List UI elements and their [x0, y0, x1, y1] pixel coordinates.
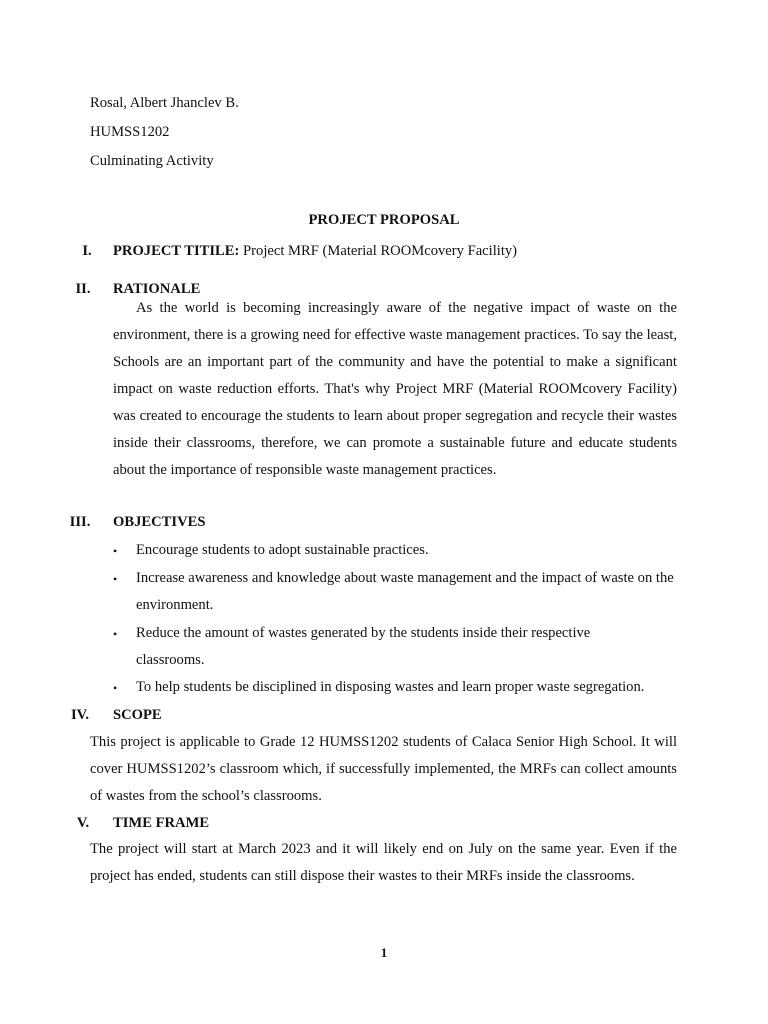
section-numeral-timeframe: V. [76, 815, 90, 831]
objective-text: Increase awareness and knowledge about waste management and the impact of waste on the environment. [136, 570, 674, 613]
page-number: 1 [380, 945, 388, 960]
project-title-label: PROJECT TITILE: [113, 243, 240, 259]
scope-paragraph: This project is applicable to Grade 12 HUMSS1202 students of Calaca Senior High School. It will cover HUMSS1202’s classroom which, if successfully implemented, the MRFs can collect amounts of wastes from the school’s classrooms. [90, 734, 677, 804]
bullet-icon: • [113, 544, 118, 558]
bullet-icon: • [113, 572, 118, 586]
objective-text: Reduce the amount of wastes generated by the students inside their respective classrooms. [136, 625, 591, 668]
rationale-paragraph [113, 295, 677, 484]
project-title-value: Project MRF (Material ROOMcovery Facility) [243, 243, 518, 259]
section-numeral-objectives: III. [69, 514, 91, 530]
section-heading-timeframe: TIME FRAME [113, 815, 210, 831]
activity-label: Culminating Activity [90, 153, 214, 169]
class-section: HUMSS1202 [90, 124, 170, 140]
section-numeral-scope: IV. [71, 707, 89, 723]
document-title: PROJECT PROPOSAL [308, 212, 460, 228]
rationale-text: As the world is becoming increasingly aware of the negative impact of waste on the environment, there is a growing need for effective waste management practices. To say the least, Schools are an important part of the community and have the potential to make a significant impact on waste reduction efforts. That's why Project MRF (Material ROOMcovery Facility) was created to encourage the students to learn about proper segregation and recycle their wastes inside their classrooms, therefore, we can promote a sustainable future and educate students about the importance of responsible waste management practices. [113, 300, 677, 478]
project-title-line [113, 243, 517, 260]
author-name: Rosal, Albert Jhanclev B. [90, 95, 239, 111]
objective-text: To help students be disciplined in disposing wastes and learn proper waste segregation. [136, 679, 645, 695]
section-heading-objectives: OBJECTIVES [113, 514, 206, 530]
timeframe-paragraph: The project will start at March 2023 and it will likely end on July on the same year. Even if the project has ended, students can still dispose their wastes to their MRFs inside the classrooms. [90, 841, 677, 884]
bullet-icon: • [113, 681, 118, 695]
section-heading-scope: SCOPE [113, 707, 162, 723]
section-heading-rationale: RATIONALE [113, 281, 201, 297]
section-numeral-title: I. [82, 243, 92, 259]
section-numeral-rationale: II. [75, 281, 91, 297]
bullet-icon: • [113, 627, 118, 641]
objective-text: Encourage students to adopt sustainable practices. [136, 542, 429, 558]
